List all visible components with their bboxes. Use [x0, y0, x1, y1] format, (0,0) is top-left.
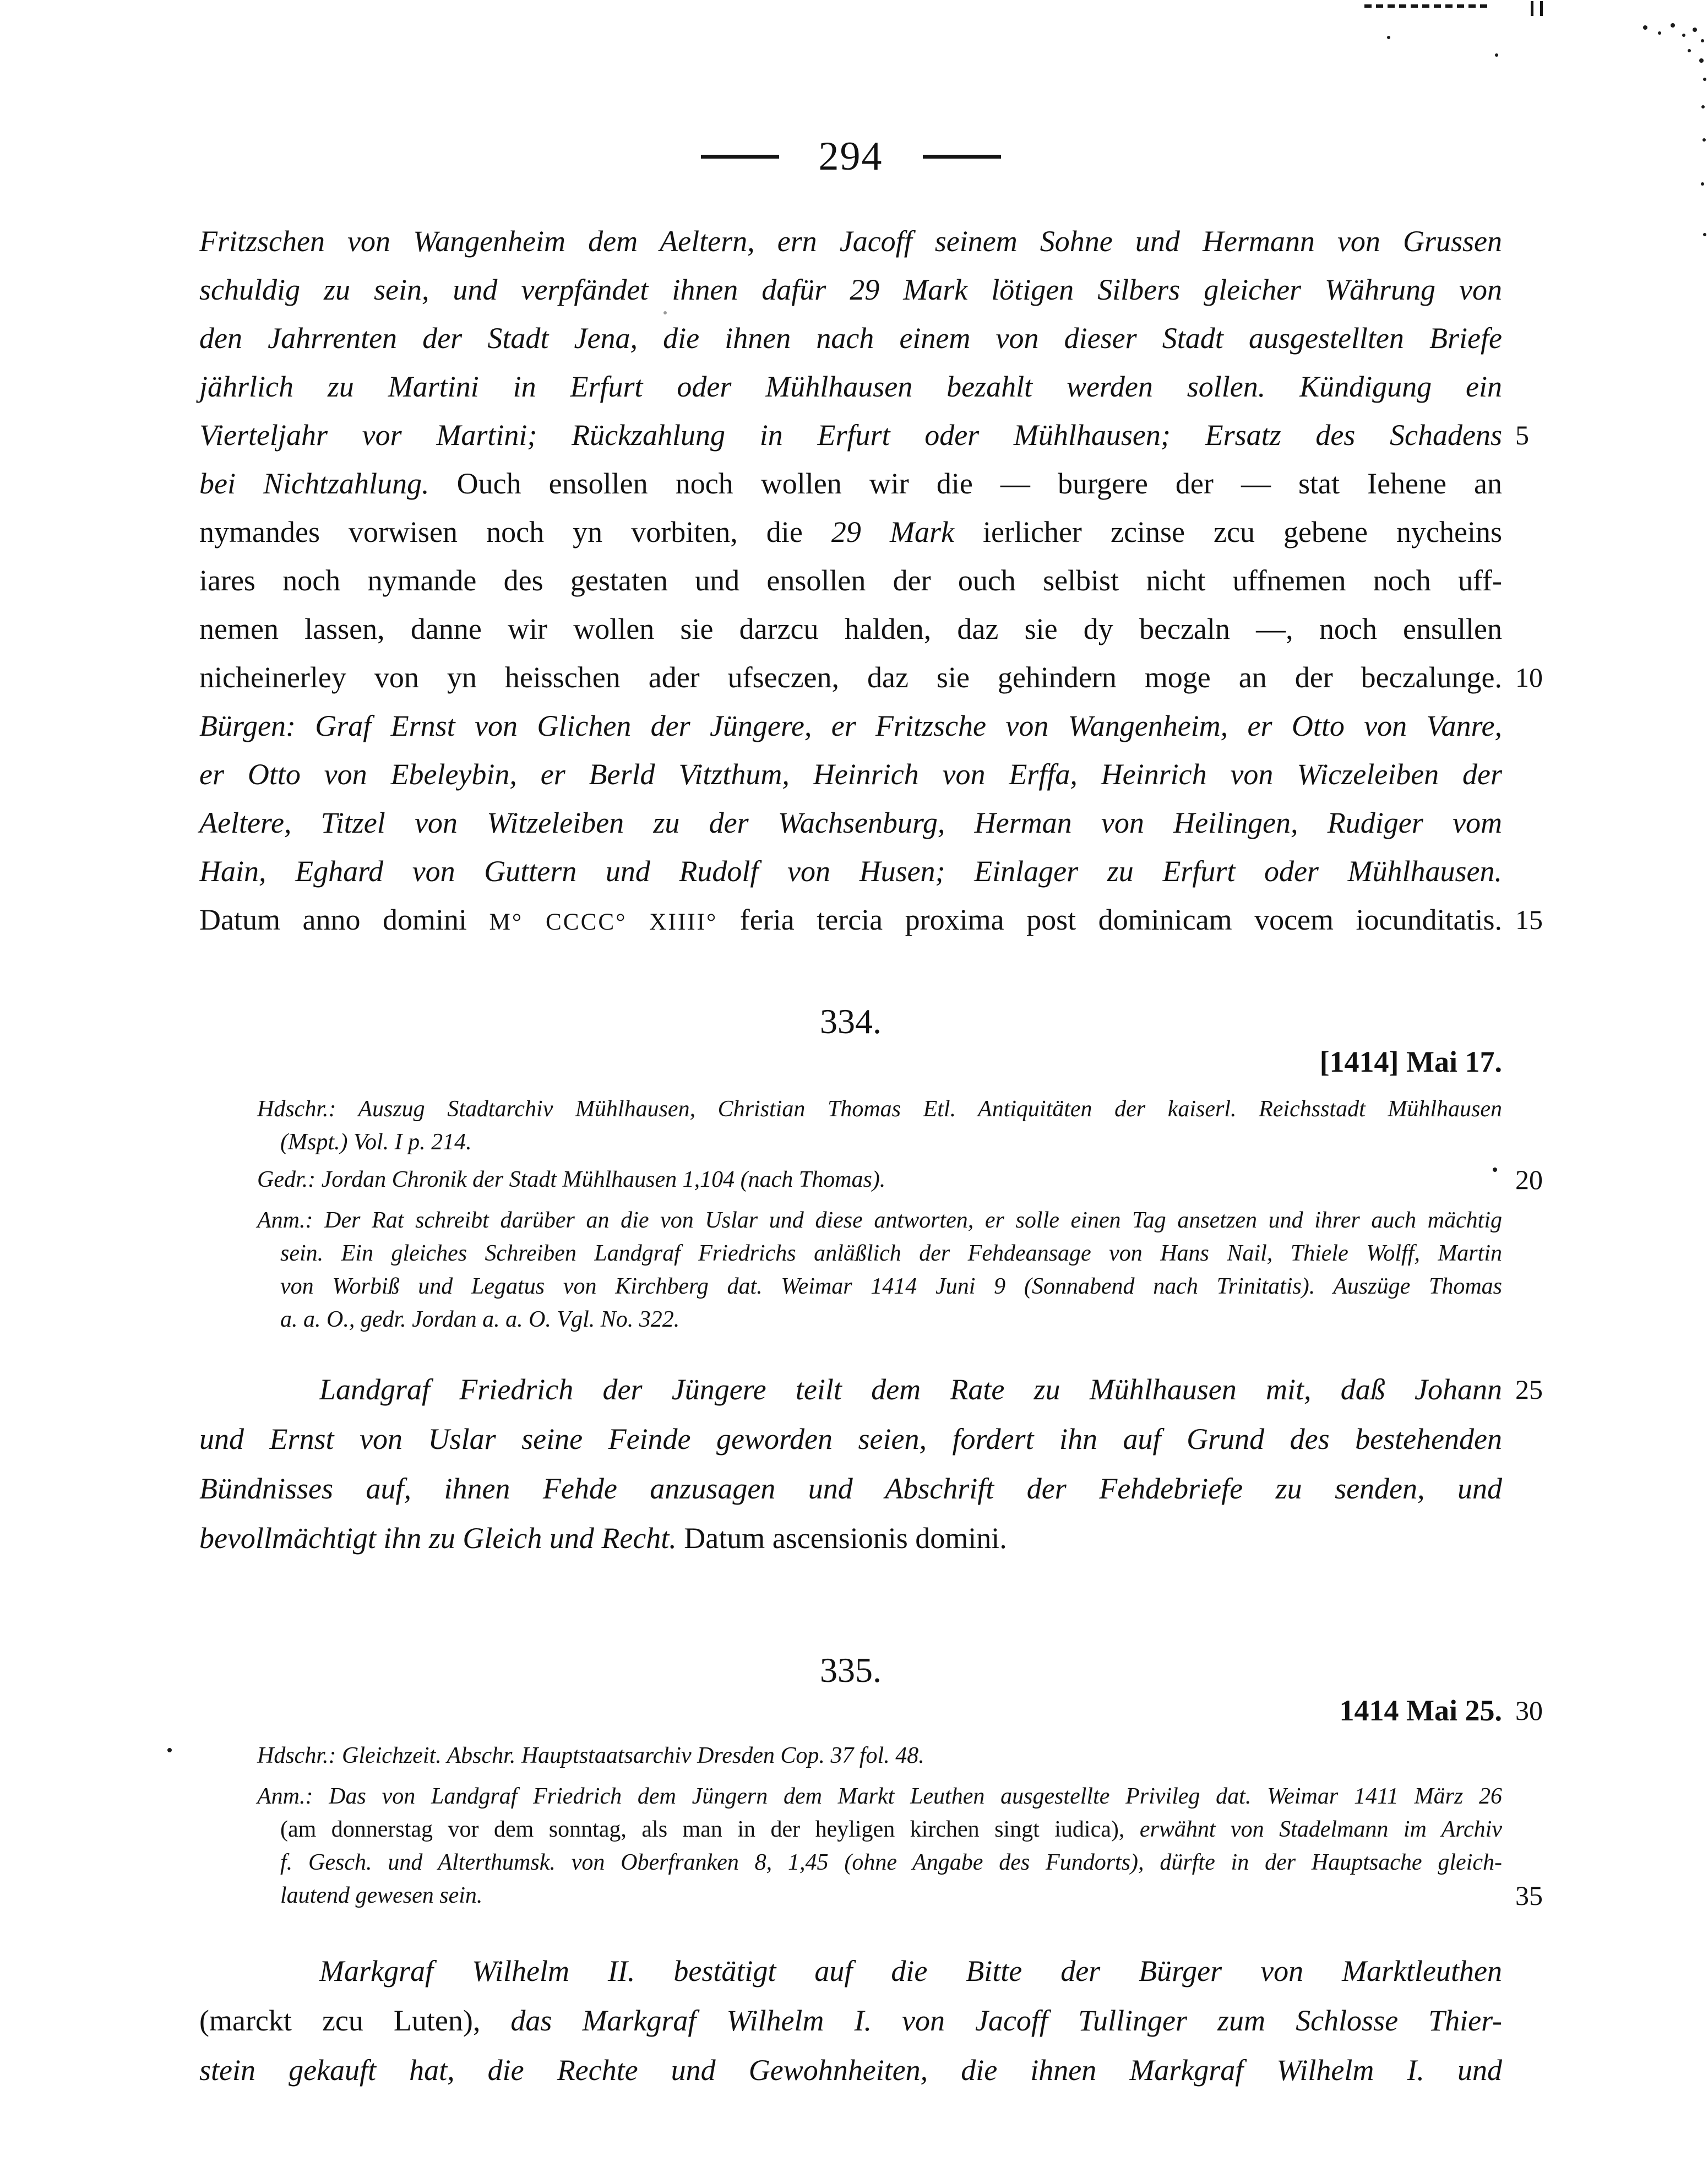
hdschr-line: (Mspt.) Vol. I p. 214.: [280, 1129, 472, 1155]
entry-335-number: 335.: [820, 1650, 882, 1690]
text-line: bevollmächtigt ihn zu Gleich und Recht. Datum ascensionis domini.: [199, 1522, 1007, 1555]
anm-line: Anm.: Der Rat schreibt darüber an die von Uslar und diese antworten, er solle einen Tag ansetzen und ihrer auch mächtig: [257, 1208, 1502, 1233]
hdschr-line: Hdschr.: Auszug Stadtarchiv Mühlhausen, Christian Thomas Etl. Antiquitäten der kaiserl. Reichsstadt Mühlhausen: [257, 1096, 1502, 1122]
text-line: er Otto von Ebeleybin, er Berld Vitzthum, Heinrich von Erffa, Heinrich von Wiczeleiben der: [199, 758, 1502, 791]
anm-line: Anm.: Das von Landgraf Friedrich dem Jüngern dem Markt Leuthen ausgestellte Privileg dat. Weimar 1411 März 26: [257, 1784, 1502, 1809]
header-rule-left: [701, 155, 779, 159]
gedr-line: 20 Gedr.: Jordan Chronik der Stadt Mühlhausen 1,104 (nach Thomas).: [257, 1163, 1502, 1196]
text-line: Bürgen: Graf Ernst von Glichen der Jüngere, er Fritzsche von Wangenheim, er Otto von Vanre,: [199, 709, 1502, 742]
entry-333-continuation-paragraph: [199, 217, 1543, 944]
margin-line-number-10: 10: [1515, 662, 1543, 693]
page-header: [199, 133, 1502, 180]
entry-335-date: [199, 1694, 1543, 1727]
text-line: Markgraf Wilhelm II. bestätigt auf die Bitte der Bürger von Marktleuthen: [319, 1954, 1502, 1987]
text-line: bei Nichtzahlung. Ouch ensollen noch wollen wir die — burgere der — stat Iehene an: [199, 467, 1503, 500]
text-line: 25 Landgraf Friedrich der Jüngere teilt dem Rate zu Mühlhausen mit, daß Johann: [199, 1365, 1502, 1414]
text-line: nymandes vorwisen noch yn vorbiten, die 29 Mark ierlicher zcinse zcu gebene nycheins: [199, 515, 1502, 549]
margin-line-number-20: 20: [1515, 1164, 1543, 1195]
header-rule-right: [923, 155, 1001, 159]
entry-334-date: [1414] Mai 17.: [1319, 1045, 1502, 1078]
entry-335-source-notes: [257, 1739, 1543, 1912]
scan-speckles: [0, 0, 2, 2]
text-line: Bündnisses auf, ihnen Fehde anzusagen und Abschrift der Fehdebriefe zu senden, und: [199, 1472, 1502, 1505]
anm-line: (am donnerstag vor dem sonntag, als man in der heyligen kirchen singt iudica), erwähnt von Stadelmann im Archiv: [280, 1817, 1502, 1842]
entry-334-number: 334.: [820, 1002, 882, 1041]
entry-335-date-text: 1414 Mai 25.: [1339, 1694, 1502, 1727]
text-line: 10 nicheinerley von yn heisschen ader ufseczen, daz sie gehindern moge an der beczalunge.: [199, 653, 1502, 702]
text-line: Aeltere, Titzel von Witzeleiben zu der Wachsenburg, Herman von Heilingen, Rudiger vom: [199, 806, 1502, 839]
margin-line-number-25: 25: [1515, 1374, 1543, 1405]
margin-line-number-15: 15: [1515, 904, 1543, 935]
text-line: iares noch nymande des gestaten und ensollen der ouch selbist nicht uffnemen noch uff-: [199, 564, 1502, 597]
margin-line-number-35: 35: [1515, 1880, 1543, 1911]
entry-335-summary-paragraph: [199, 1946, 1502, 2095]
text-line: Hain, Eghard von Guttern und Rudolf von Husen; Einlager zu Erfurt oder Mühlhausen.: [199, 855, 1502, 888]
entry-334-source-notes: [257, 1093, 1543, 1336]
scan-artifact-dashed-line: [1364, 4, 1490, 8]
text-line: schuldig zu sein, und verpfändet ihnen dafür 29 Mark lötigen Silbers gleicher Währung von: [199, 273, 1502, 306]
text-line: 5 Vierteljahr vor Martini; Rückzahlung in Erfurt oder Mühlhausen; Ersatz des Schadens: [199, 411, 1502, 459]
anm-line: f. Gesch. und Alterthumsk. von Oberfranken 8, 1,45 (ohne Angabe des Fundorts), dürfte in der Hauptsache gleich-: [280, 1850, 1502, 1875]
text-line: jährlich zu Martini in Erfurt oder Mühlhausen bezahlt werden sollen. Kündigung ein: [199, 370, 1502, 403]
text-line: und Ernst von Uslar seine Feinde geworden seien, fordert ihn auf Grund des bestehenden: [199, 1422, 1502, 1456]
margin-line-number-5: 5: [1515, 420, 1529, 450]
text-line: nemen lassen, danne wir wollen sie darzcu halden, daz sie dy beczaln —, noch ensullen: [199, 612, 1502, 645]
anm-line: 35 lautend gewesen sein.: [257, 1879, 1502, 1912]
text-line: (marckt zcu Luten), das Markgraf Wilhelm I. von Jacoff Tullinger zum Schlosse Thier-: [199, 2004, 1503, 2037]
text-line: 15 Datum anno domini M° CCCC° XIIII° feria tercia proxima post dominicam vocem iocunditatis.: [199, 895, 1502, 944]
anm-line: sein. Ein gleiches Schreiben Landgraf Friedrichs anläßlich der Fehdeansage von Hans Nail, Thiele Wolff, Martin: [280, 1241, 1502, 1266]
entry-334-summary-paragraph: [199, 1365, 1543, 1563]
scan-artifact-double-bar: [1531, 1, 1543, 16]
anm-line: von Worbiß und Legatus von Kirchberg dat. Weimar 1414 Juni 9 (Sonnabend nach Trinitatis). Auszüge Thomas: [280, 1274, 1502, 1299]
text-line: den Jahrrenten der Stadt Jena, die ihnen nach einem von dieser Stadt ausgestellten Briefe: [199, 322, 1502, 355]
margin-line-number-30: 30: [1515, 1695, 1543, 1726]
page-number: 294: [818, 134, 883, 179]
anm-line: a. a. O., gedr. Jordan a. a. O. Vgl. No. 322.: [280, 1307, 680, 1332]
text-line: stein gekauft hat, die Rechte und Gewohnheiten, die ihnen Markgraf Wilhelm I. und: [199, 2054, 1502, 2087]
hdschr-line: Hdschr.: Gleichzeit. Abschr. Hauptstaatsarchiv Dresden Cop. 37 fol. 48.: [257, 1743, 924, 1768]
text-line: Fritzschen von Wangenheim dem Aeltern, ern Jacoff seinem Sohne und Hermann von Grussen: [199, 225, 1502, 258]
